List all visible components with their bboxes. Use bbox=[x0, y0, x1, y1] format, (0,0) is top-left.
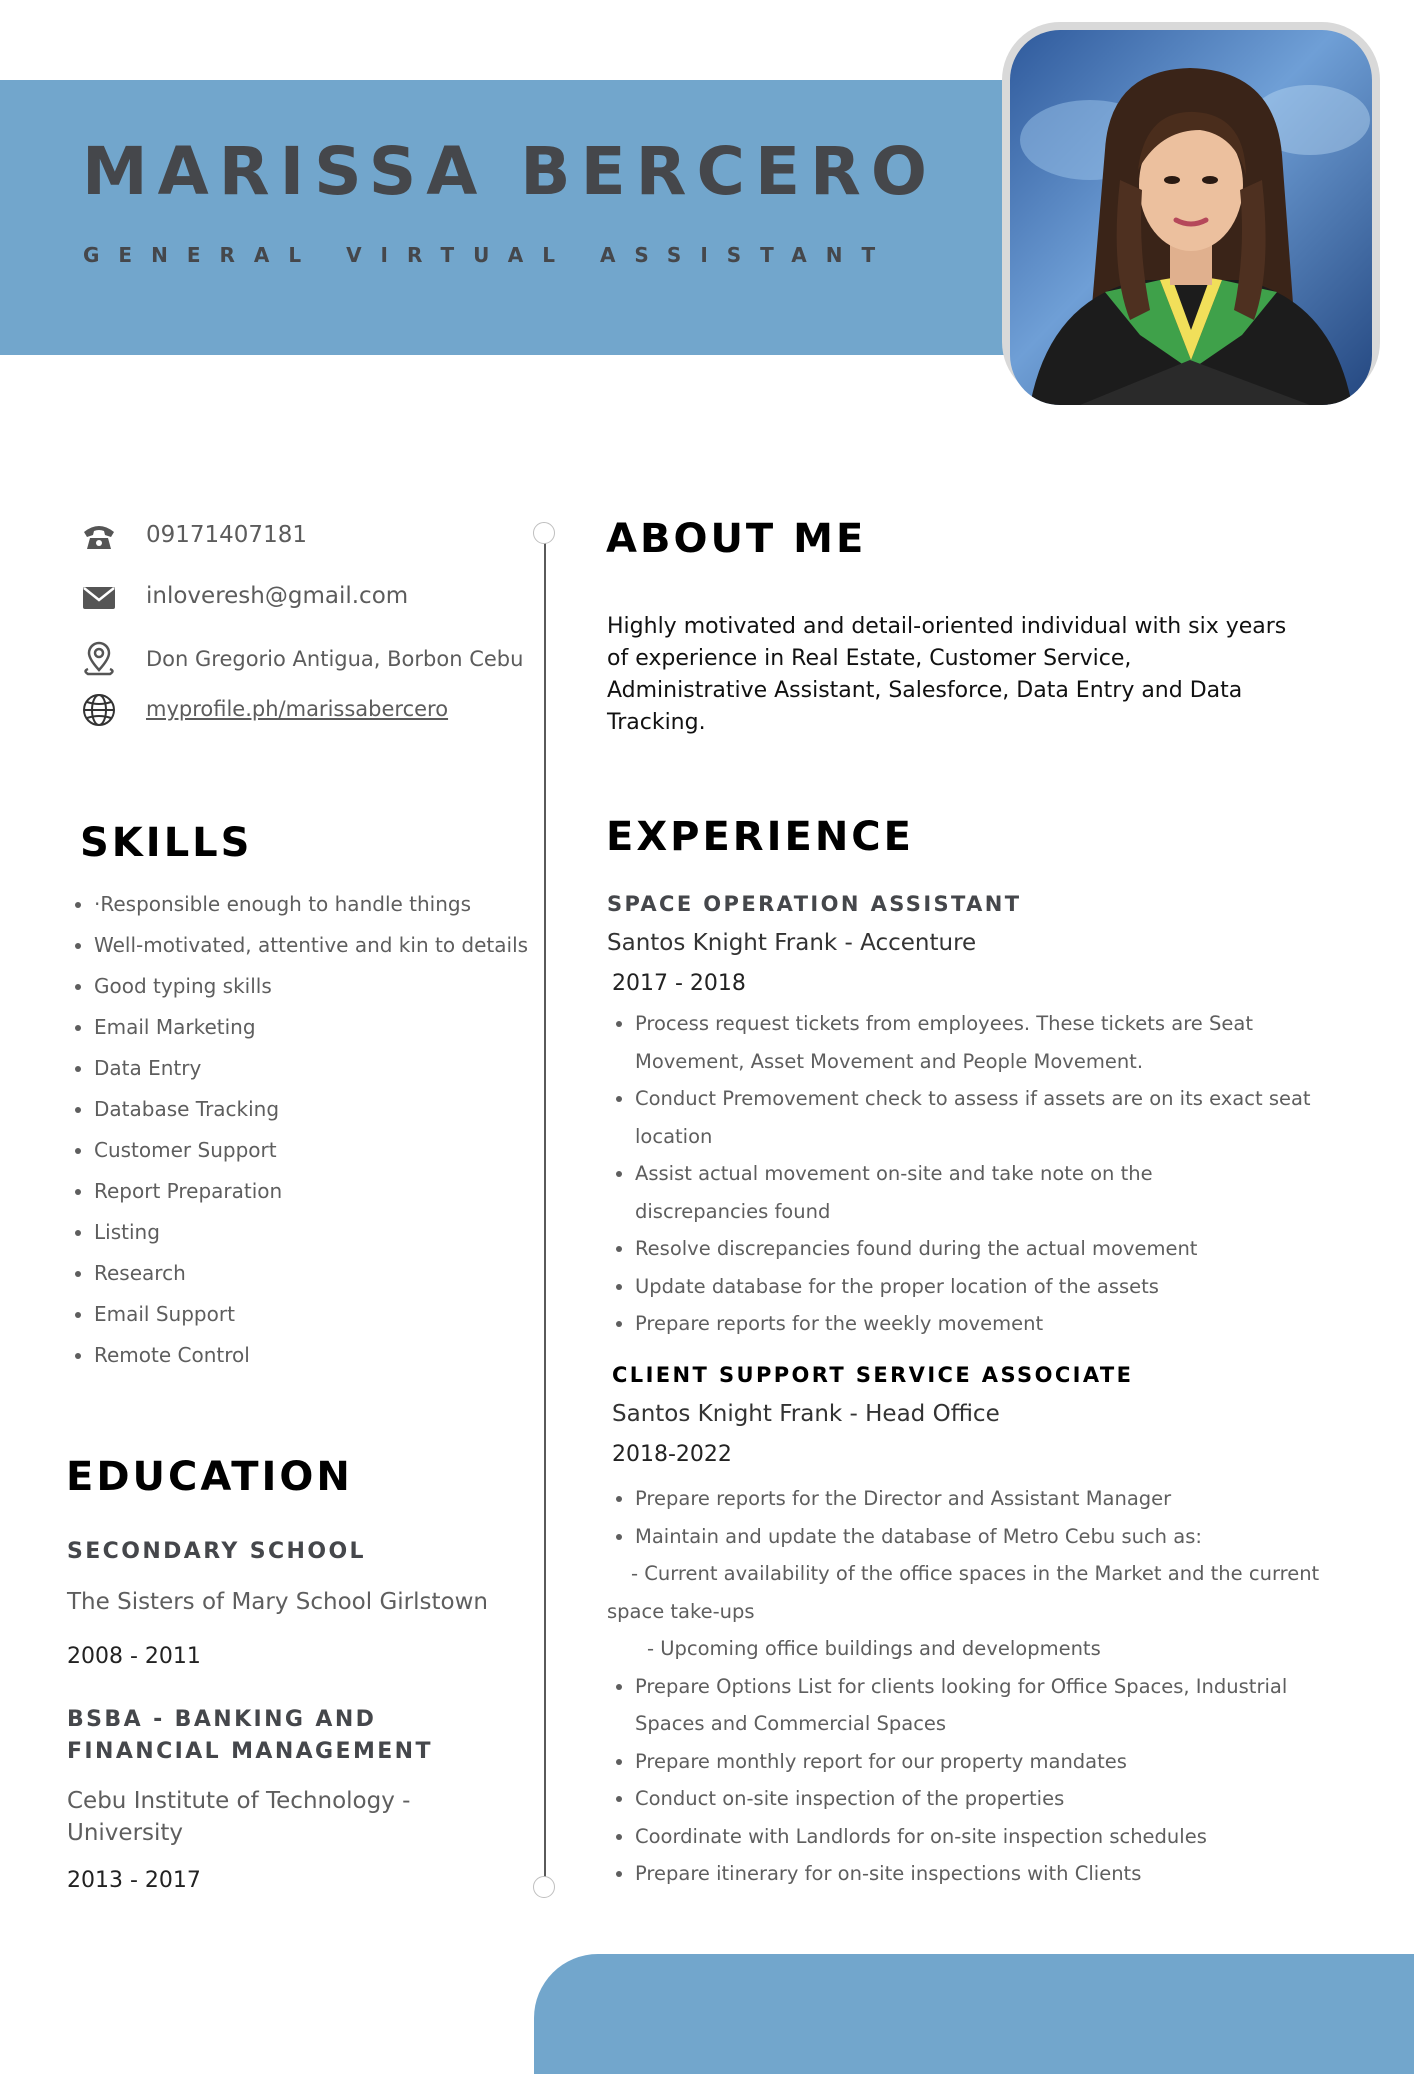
education-school: Cebu Institute of Technology - University bbox=[67, 1788, 411, 1846]
list-item: • Coordinate with Landlords for on-site inspection schedules bbox=[635, 1818, 1365, 1856]
email-address: inloveresh@gmail.com bbox=[146, 583, 409, 609]
website-link[interactable]: myprofile.ph/marissabercero bbox=[146, 697, 449, 721]
list-item: • Well-motivated, attentive and kin to details bbox=[94, 925, 574, 966]
education-years: 2013 - 2017 bbox=[67, 1868, 201, 1893]
list-item: • Database Tracking bbox=[94, 1089, 574, 1130]
phone-number: 09171407181 bbox=[146, 522, 307, 548]
skills-list bbox=[60, 884, 574, 1376]
list-item: • Prepare reports for the Director and Assistant Manager bbox=[635, 1480, 1365, 1518]
phone-icon bbox=[80, 517, 118, 555]
job-title: SPACE OPERATION ASSISTANT bbox=[607, 892, 1022, 916]
list-item: • Research bbox=[94, 1253, 574, 1294]
street-address: Don Gregorio Antigua, Borbon Cebu bbox=[146, 647, 524, 671]
job-title: CLIENT SUPPORT SERVICE ASSOCIATE bbox=[612, 1363, 1134, 1387]
job-years: 2018-2022 bbox=[612, 1442, 732, 1467]
candidate-role: GENERAL VIRTUAL ASSISTANT bbox=[83, 243, 895, 267]
job-duties bbox=[607, 1005, 1365, 1343]
list-item: • Email Support bbox=[94, 1294, 574, 1335]
profile-photo bbox=[1010, 30, 1372, 405]
list-item: • Data Entry bbox=[94, 1048, 574, 1089]
list-item: • Maintain and update the database of Metro Cebu such as: bbox=[635, 1518, 1365, 1556]
education-school: The Sisters of Mary School Girlstown bbox=[67, 1589, 488, 1615]
list-item: • Update database for the proper location of the assets bbox=[635, 1268, 1365, 1306]
experience-heading: EXPERIENCE bbox=[606, 814, 914, 860]
list-item: - Upcoming office buildings and developments bbox=[647, 1637, 1101, 1660]
list-item: • Prepare reports for the weekly movement bbox=[635, 1305, 1365, 1343]
list-item: • Customer Support bbox=[94, 1130, 574, 1171]
location-pin-icon bbox=[80, 640, 118, 678]
list-item: • Resolve discrepancies found during the actual movement bbox=[635, 1230, 1365, 1268]
skills-heading: SKILLS bbox=[80, 820, 253, 866]
about-text: Highly motivated and detail-oriented individual with six years of experience in Real Estate, Customer Service, Administrative Assistant, Salesforce, Data Entry and Data Tracking. bbox=[607, 614, 1287, 735]
header-banner bbox=[0, 80, 1010, 355]
list-item: • Process request tickets from employees. These tickets are Seat Movement, Asset Movement and People Movement. bbox=[635, 1005, 1365, 1080]
divider-bottom-dot bbox=[533, 1876, 555, 1898]
list-item: • Conduct on-site inspection of the properties bbox=[635, 1780, 1365, 1818]
globe-icon bbox=[80, 691, 118, 729]
list-item: • Prepare monthly report for our property mandates bbox=[635, 1743, 1365, 1781]
about-heading: ABOUT ME bbox=[606, 516, 867, 562]
list-item: • Assist actual movement on-site and take note on the discrepancies found bbox=[635, 1155, 1365, 1230]
list-item: • Prepare itinerary for on-site inspections with Clients bbox=[635, 1855, 1365, 1893]
list-item: • ·Responsible enough to handle things bbox=[94, 884, 574, 925]
job-company: Santos Knight Frank - Head Office bbox=[612, 1401, 1000, 1427]
list-item: • Prepare Options List for clients looking for Office Spaces, Industrial Spaces and Commercial Spaces bbox=[635, 1668, 1365, 1743]
divider-top-dot bbox=[533, 522, 555, 544]
education-level: SECONDARY SCHOOL bbox=[67, 1539, 366, 1564]
candidate-name: MARISSA BERCERO bbox=[82, 133, 937, 210]
list-item: • Good typing skills bbox=[94, 966, 574, 1007]
list-item: • Listing bbox=[94, 1212, 574, 1253]
list-item: • Remote Control bbox=[94, 1335, 574, 1376]
list-item: • Conduct Premovement check to assess if assets are on its exact seat location bbox=[635, 1080, 1365, 1155]
list-item: - Current availability of the office spaces in the Market and the current space take-ups bbox=[607, 1562, 1320, 1623]
education-heading: EDUCATION bbox=[66, 1454, 353, 1500]
job-duties bbox=[607, 1480, 1365, 1893]
education-years: 2008 - 2011 bbox=[67, 1644, 201, 1669]
education-level: BSBA - BANKING AND FINANCIAL MANAGEMENT bbox=[67, 1707, 433, 1764]
list-item: • Email Marketing bbox=[94, 1007, 574, 1048]
footer-decoration bbox=[534, 1954, 1414, 2074]
envelope-icon bbox=[80, 578, 118, 616]
job-company: Santos Knight Frank - Accenture bbox=[607, 930, 977, 956]
job-years: 2017 - 2018 bbox=[612, 971, 746, 996]
list-item: • Report Preparation bbox=[94, 1171, 574, 1212]
